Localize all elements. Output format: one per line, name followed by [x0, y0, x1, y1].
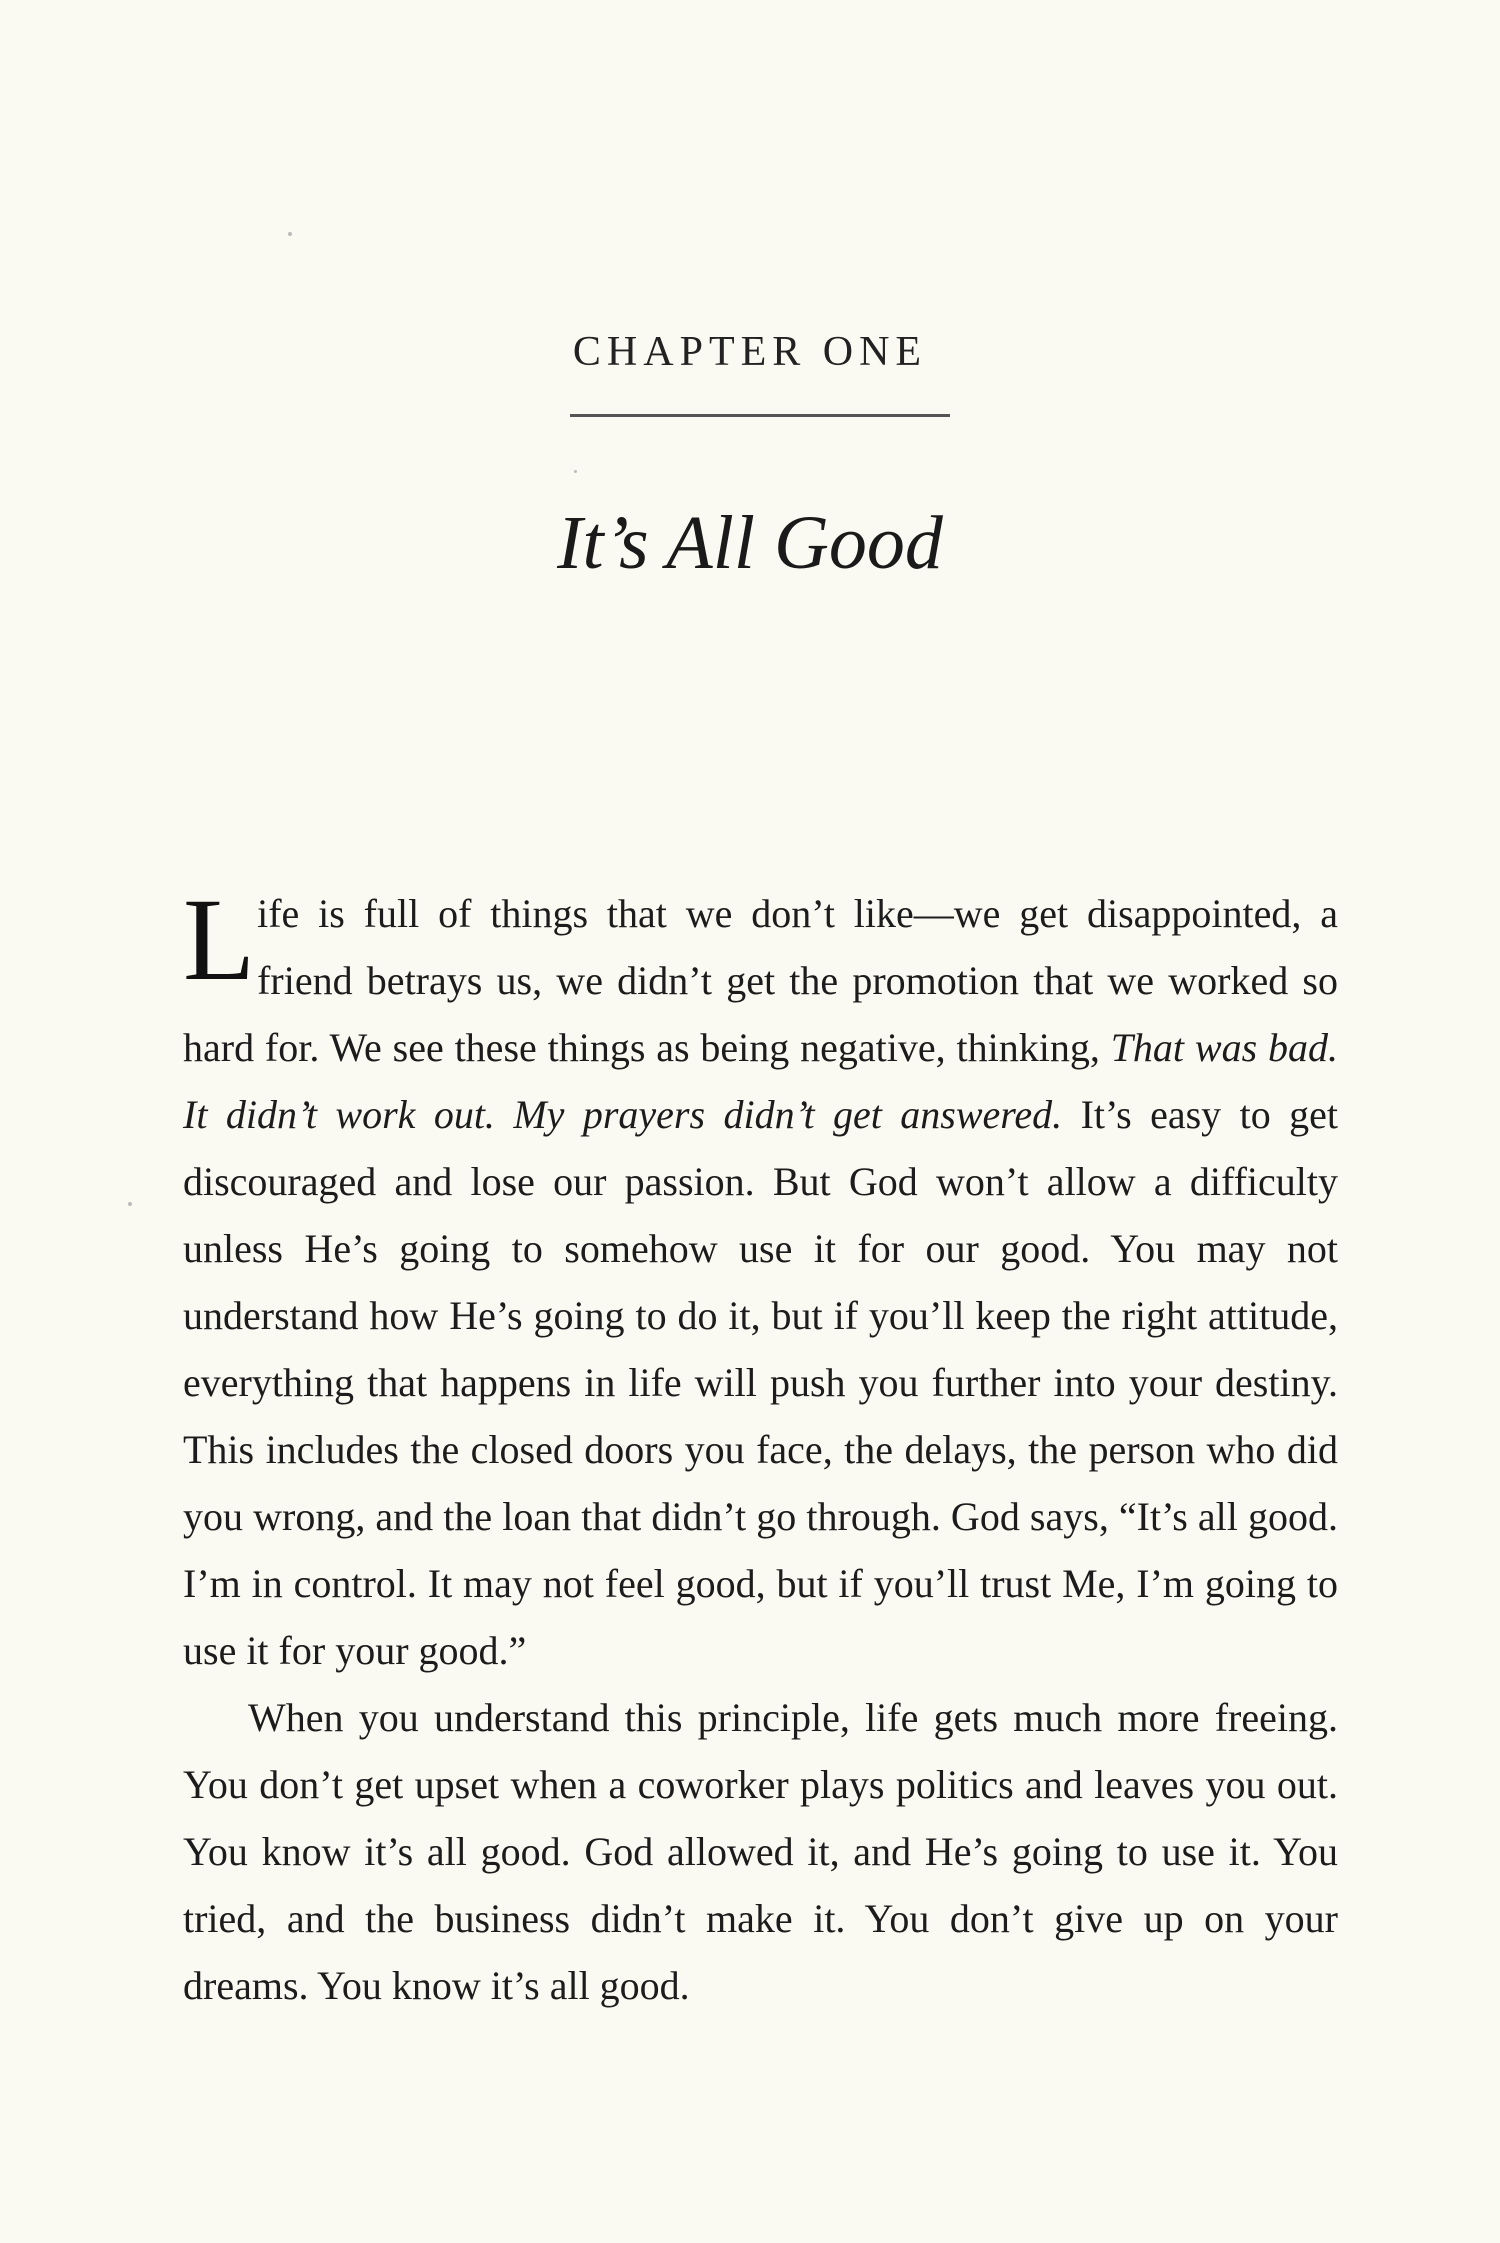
paragraph-1-text-a: ife is full of things that we don’t like—we get disappointed, a friend betrays us, we didn’t get the promotion that we worked so hard for. We see these things as being negative, thinking, — [183, 891, 1338, 1070]
chapter-label: CHAPTER ONE — [572, 329, 928, 375]
paper-speck — [574, 470, 577, 473]
paragraph-1-text-b: It’s easy to get discouraged and lose our passion. But God won’t allow a difficulty unless He’s going to somehow use it for our good. You may not understand how He’s going to do it, but if you’ll keep the right attitude, everything that happens in life will push you further into your destiny. This includes the closed doors you face, the delays, the person who did you wrong, and the loan that didn’t go through. God says, “It’s all good. I’m in control. It may not feel good, but if you’ll trust Me, I’m going to use it for your good.” — [183, 1092, 1338, 1673]
paper-speck — [128, 1202, 132, 1206]
paragraph-1-italic-thoughts: That was bad. It didn’t work out. My prayers didn’t get answered. — [183, 1025, 1338, 1137]
paper-speck — [288, 232, 292, 236]
paragraph-2: When you understand this principle, life gets much more freeing. You don’t get upset when a coworker plays politics and leaves you out. You know it’s all good. God allowed it, and He’s going to use it. You tried, and the business didn’t make it. You don’t give up on your dreams. You know it’s all good. — [183, 1695, 1338, 2008]
chapter-title: It’s All Good — [557, 501, 943, 585]
chapter-divider — [570, 414, 950, 417]
chapter-body — [183, 874, 1338, 2019]
paragraph-1 — [183, 874, 1338, 1684]
drop-cap: L — [183, 874, 256, 1005]
